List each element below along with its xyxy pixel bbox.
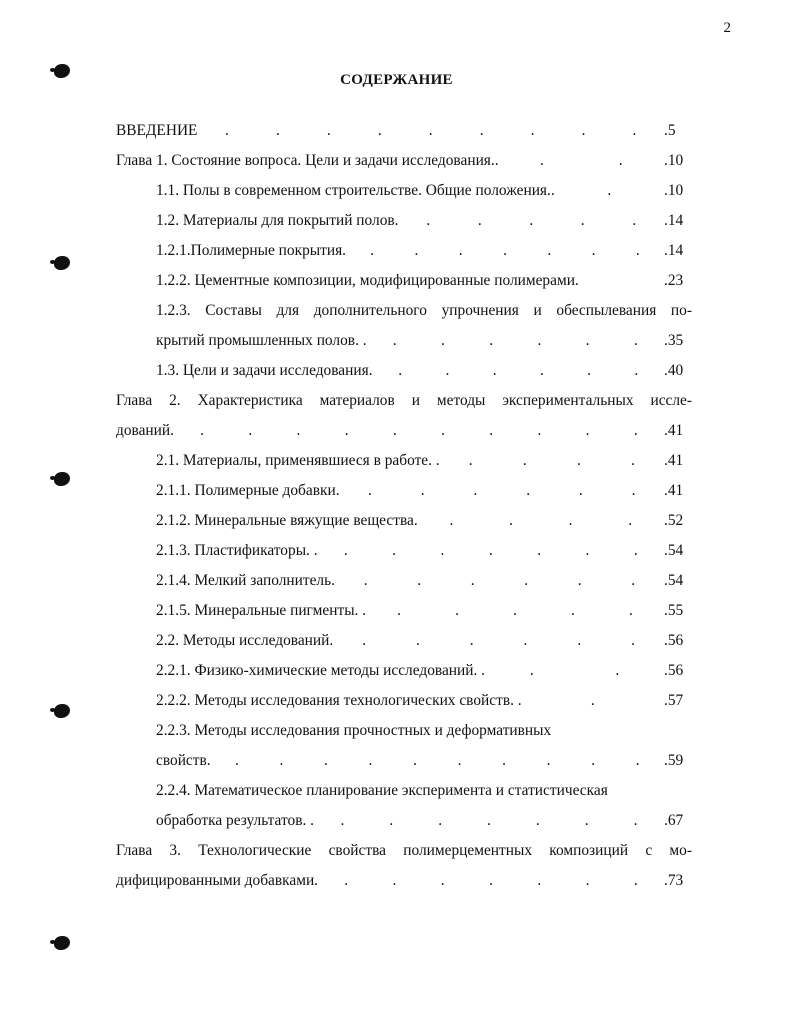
toc-entry-page: .59 [664, 752, 684, 769]
toc-entry [116, 572, 692, 602]
toc-entry-page: .55 [664, 602, 684, 619]
toc-entry-title: ВВЕДЕНИЕ [116, 122, 198, 139]
dot-leader: . . . . . . [363, 572, 636, 589]
toc-entry [116, 182, 692, 212]
dot-leader: . . . . [468, 452, 635, 469]
dot-leader: . . . . . . [367, 482, 636, 499]
toc-entry-title: 2.1.1. Полимерные добавки. [156, 482, 340, 499]
dot-leader: . . . . . . [392, 332, 638, 349]
page-title: СОДЕРЖАНИЕ [340, 72, 453, 88]
toc-entry [116, 842, 692, 872]
toc-entry [116, 632, 692, 662]
toc-entry-page: .67 [664, 812, 684, 829]
toc-entry-title: Глава 2. Характеристика материалов и методы экспериментальных иссле- [116, 392, 692, 409]
dot-leader: . . . . . . . . . . [234, 752, 640, 769]
dot-leader: . . . . [449, 512, 633, 529]
dot-leader: . . . . . [397, 602, 633, 619]
toc-entry-page: .14 [664, 212, 684, 229]
binder-hole-mark [54, 472, 70, 486]
toc-entry [116, 152, 692, 182]
toc-entry-page: .5 [664, 122, 676, 139]
toc-entry-page: .41 [664, 422, 684, 439]
toc-entry-title: 1.2.2. Цементные композиции, модифицированные полимерами. [156, 272, 579, 289]
table-of-contents [116, 122, 692, 902]
toc-entry [116, 332, 692, 362]
dot-leader: . . . . . . . [370, 242, 640, 259]
dot-leader: . . . . . . [398, 362, 639, 379]
toc-entry-title: 1.3. Цели и задачи исследования. [156, 362, 373, 379]
toc-entry-page: .54 [664, 572, 684, 589]
toc-entry [116, 392, 692, 422]
toc-entry-page: .14 [664, 242, 684, 259]
toc-entry-title: Глава 3. Технологические свойства полимерцементных композиций с мо- [116, 842, 692, 859]
toc-entry-page: .40 [664, 362, 684, 379]
toc-entry-title: 2.1.5. Минеральные пигменты. . [156, 602, 367, 619]
toc-entry-title: 1.1. Полы в современном строительстве. Общие положения.. [156, 182, 555, 199]
toc-entry-page: .41 [664, 452, 684, 469]
toc-entry [116, 212, 692, 242]
toc-entry-title: свойств. [156, 752, 211, 769]
toc-entry [116, 452, 692, 482]
toc-entry-title: 2.2.1. Физико-химические методы исследований. . [156, 662, 486, 679]
dot-leader: . . . . . . . [340, 812, 638, 829]
binder-hole-mark [54, 256, 70, 270]
dot-leader: . . . . . . [362, 632, 635, 649]
toc-entry [116, 752, 692, 782]
dot-leader: . . [540, 152, 623, 169]
toc-entry-title: 2.2. Методы исследований. [156, 632, 334, 649]
toc-entry [116, 512, 692, 542]
toc-entry [116, 272, 692, 302]
toc-entry [116, 122, 692, 152]
toc-entry [116, 602, 692, 632]
toc-entry-page: .10 [664, 152, 684, 169]
toc-entry-title: Глава 1. Состояние вопроса. Цели и задачи исследования.. [116, 152, 499, 169]
binder-hole-mark [54, 936, 70, 950]
toc-entry-page: .35 [664, 332, 684, 349]
toc-entry [116, 422, 692, 452]
toc-entry-page: .41 [664, 482, 684, 499]
toc-entry-page: .23 [664, 272, 684, 289]
dot-leader: . . . . . [426, 212, 637, 229]
toc-entry [116, 692, 692, 722]
toc-entry-page: .54 [664, 542, 684, 559]
toc-entry-title: 2.1. Материалы, применявшиеся в работе. . [156, 452, 440, 469]
dot-leader: . [590, 692, 595, 709]
toc-entry [116, 542, 692, 572]
toc-entry-page: .57 [664, 692, 684, 709]
toc-entry [116, 872, 692, 902]
toc-entry-title: 2.2.4. Математическое планирование эксперимента и статистическая [156, 782, 608, 799]
toc-entry [116, 662, 692, 692]
toc-entry-page: .73 [664, 872, 684, 889]
toc-entry [116, 482, 692, 512]
toc-entry [116, 812, 692, 842]
toc-entry-title: 2.1.2. Минеральные вяжущие вещества. [156, 512, 418, 529]
toc-entry-title: 2.1.3. Пластификаторы. . [156, 542, 318, 559]
toc-entry-title: 1.2. Материалы для покрытий полов. [156, 212, 399, 229]
toc-entry-page: .10 [664, 182, 684, 199]
toc-entry-page: .56 [664, 632, 684, 649]
toc-entry-title: крытий промышленных полов. . [156, 332, 367, 349]
dot-leader: . . . . . . . [343, 542, 638, 559]
toc-entry [116, 722, 692, 752]
toc-entry-title: дифицированными добавками. [116, 872, 319, 889]
dot-leader: . . . . . . . . . . [200, 422, 638, 439]
toc-entry-title: 1.2.1.Полимерные покрытия. [156, 242, 347, 259]
toc-entry-title: 2.2.3. Методы исследования прочностных и деформативных [156, 722, 552, 739]
toc-entry-title: 2.1.4. Мелкий заполнитель. [156, 572, 335, 589]
toc-entry-title: 1.2.3. Составы для дополнительного упрочнения и обеспылевания по- [156, 302, 692, 319]
binder-hole-mark [54, 704, 70, 718]
toc-entry-title: 2.2.2. Методы исследования технологических свойств. . [156, 692, 522, 709]
dot-leader: . [607, 182, 612, 199]
toc-entry-page: .56 [664, 662, 684, 679]
toc-entry-title: обработка результатов. . [156, 812, 315, 829]
toc-entry [116, 302, 692, 332]
toc-entry [116, 242, 692, 272]
toc-entry-page: .52 [664, 512, 684, 529]
dot-leader: . . . . . . . [344, 872, 638, 889]
page-number: 2 [723, 20, 731, 36]
dot-leader: . . . . . . . . . [225, 122, 637, 139]
dot-leader: . . [529, 662, 620, 679]
toc-entry [116, 782, 692, 812]
toc-entry-title: дований. [116, 422, 174, 439]
toc-entry [116, 362, 692, 392]
